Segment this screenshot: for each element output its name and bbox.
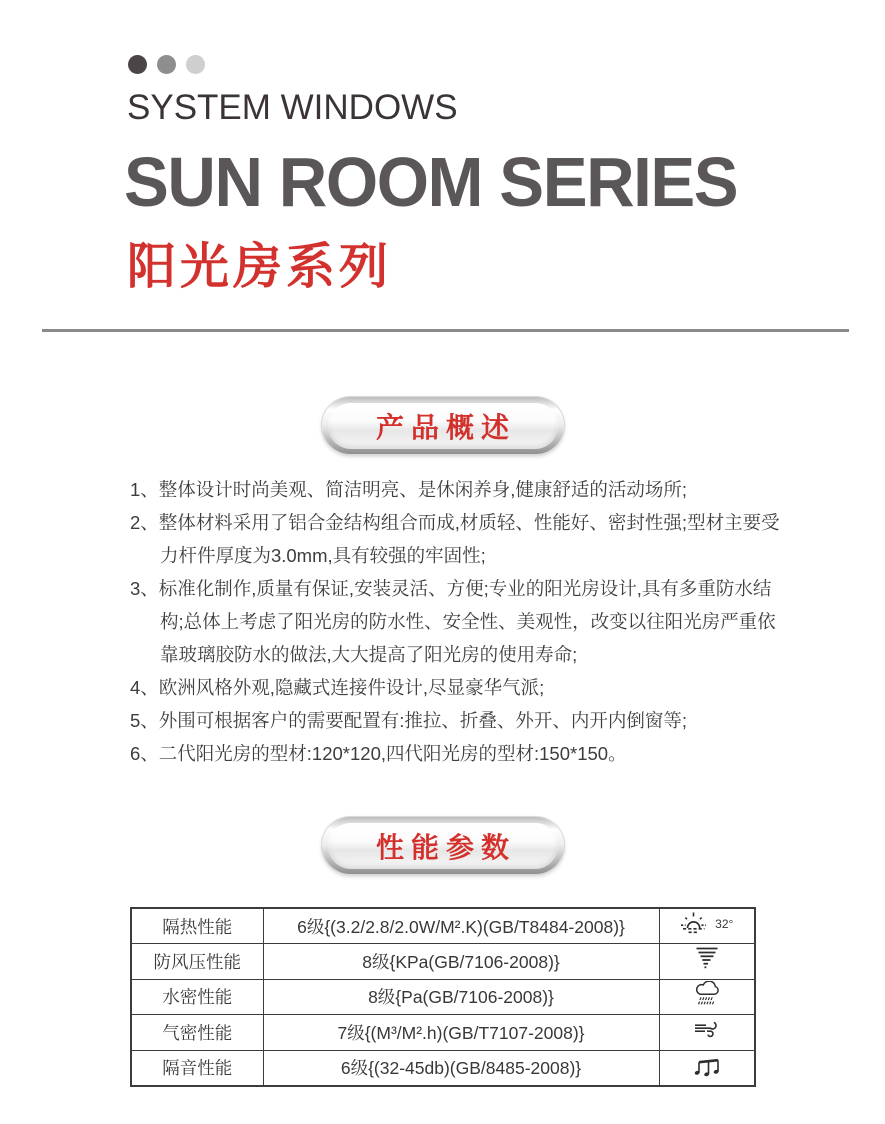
perf-row-icon-cell — [659, 944, 755, 980]
table-row — [131, 944, 755, 980]
perf-row-value: 8级{Pa(GB/7106-2008)} — [263, 979, 659, 1015]
perf-row-icon-cell — [659, 1015, 755, 1051]
overview-badge-inner — [328, 403, 558, 449]
wind-pressure-icon — [694, 946, 720, 971]
perf-row-label: 气密性能 — [131, 1015, 263, 1051]
perf-row-icon-cell — [659, 908, 755, 944]
performance-badge-label: 性能参数 — [375, 831, 516, 863]
dot-icon — [186, 55, 205, 74]
rain-cloud-icon — [692, 981, 722, 1008]
overview-item: 4、欧洲风格外观,隐藏式连接件设计,尽显豪华气派; — [130, 677, 545, 698]
overview-item: 5、外围可根据客户的需要配置有:推拉、折叠、外开、内开内倒窗等; — [130, 710, 688, 731]
music-notes-icon — [693, 1058, 720, 1078]
performance-table — [130, 907, 756, 1087]
perf-row-value: 6级{(3.2/2.8/2.0W/M².K)(GB/T8484-2008)} — [263, 908, 659, 944]
perf-row-label: 隔热性能 — [131, 908, 263, 944]
dot-icon — [128, 55, 147, 74]
performance-badge — [322, 817, 564, 874]
overview-item: 2、整体材料采用了铝合金结构组合而成,材质轻、性能好、密封性强;型材主要受力杆件厚度为3.0mm,具有较强的牢固性; — [130, 512, 780, 566]
table-row — [131, 908, 755, 944]
sun-temperature-icon — [680, 911, 712, 936]
perf-row-value: 6级{(32-45db)(GB/8485-2008)} — [263, 1050, 659, 1086]
header-kicker: SYSTEM WINDOWS — [127, 88, 458, 127]
header-dots — [128, 55, 205, 74]
table-row — [131, 1050, 755, 1086]
air-flow-icon — [692, 1020, 722, 1040]
perf-row-value: 8级{KPa(GB/7106-2008)} — [263, 944, 659, 980]
perf-row-label: 水密性能 — [131, 979, 263, 1015]
overview-badge-label: 产品概述 — [375, 411, 516, 443]
perf-row-value: 7级{(M³/M².h)(GB/T7107-2008)} — [263, 1015, 659, 1051]
page-title-en: SUN ROOM SERIES — [124, 143, 738, 221]
overview-item: 1、整体设计时尚美观、简洁明亮、是休闲养身,健康舒适的活动场所; — [130, 479, 688, 500]
overview-item: 3、标准化制作,质量有保证,安装灵活、方便;专业的阳光房设计,具有多重防水结构;总体上考虑了阳光房的防水性、安全性、美观性，改变以往阳光房严重依靠玻璃胶防水的做法,大大提高了阳光房的使用寿命; — [130, 578, 776, 665]
overview-item: 6、二代阳光房的型材:120*120,四代阳光房的型材:150*150。 — [130, 743, 627, 764]
perf-row-label: 防风压性能 — [131, 944, 263, 980]
perf-row-icon-cell — [659, 979, 755, 1015]
header-divider — [42, 329, 849, 332]
table-row — [131, 979, 755, 1015]
perf-row-label: 隔音性能 — [131, 1050, 263, 1086]
temperature-value: 32° — [715, 916, 734, 931]
page-title-cn: 阳光房系列 — [127, 240, 393, 294]
dot-icon — [157, 55, 176, 74]
table-row — [131, 1015, 755, 1051]
performance-badge-inner — [328, 823, 558, 869]
perf-row-icon-cell — [659, 1050, 755, 1086]
overview-badge — [322, 397, 564, 454]
overview-list — [130, 473, 782, 770]
